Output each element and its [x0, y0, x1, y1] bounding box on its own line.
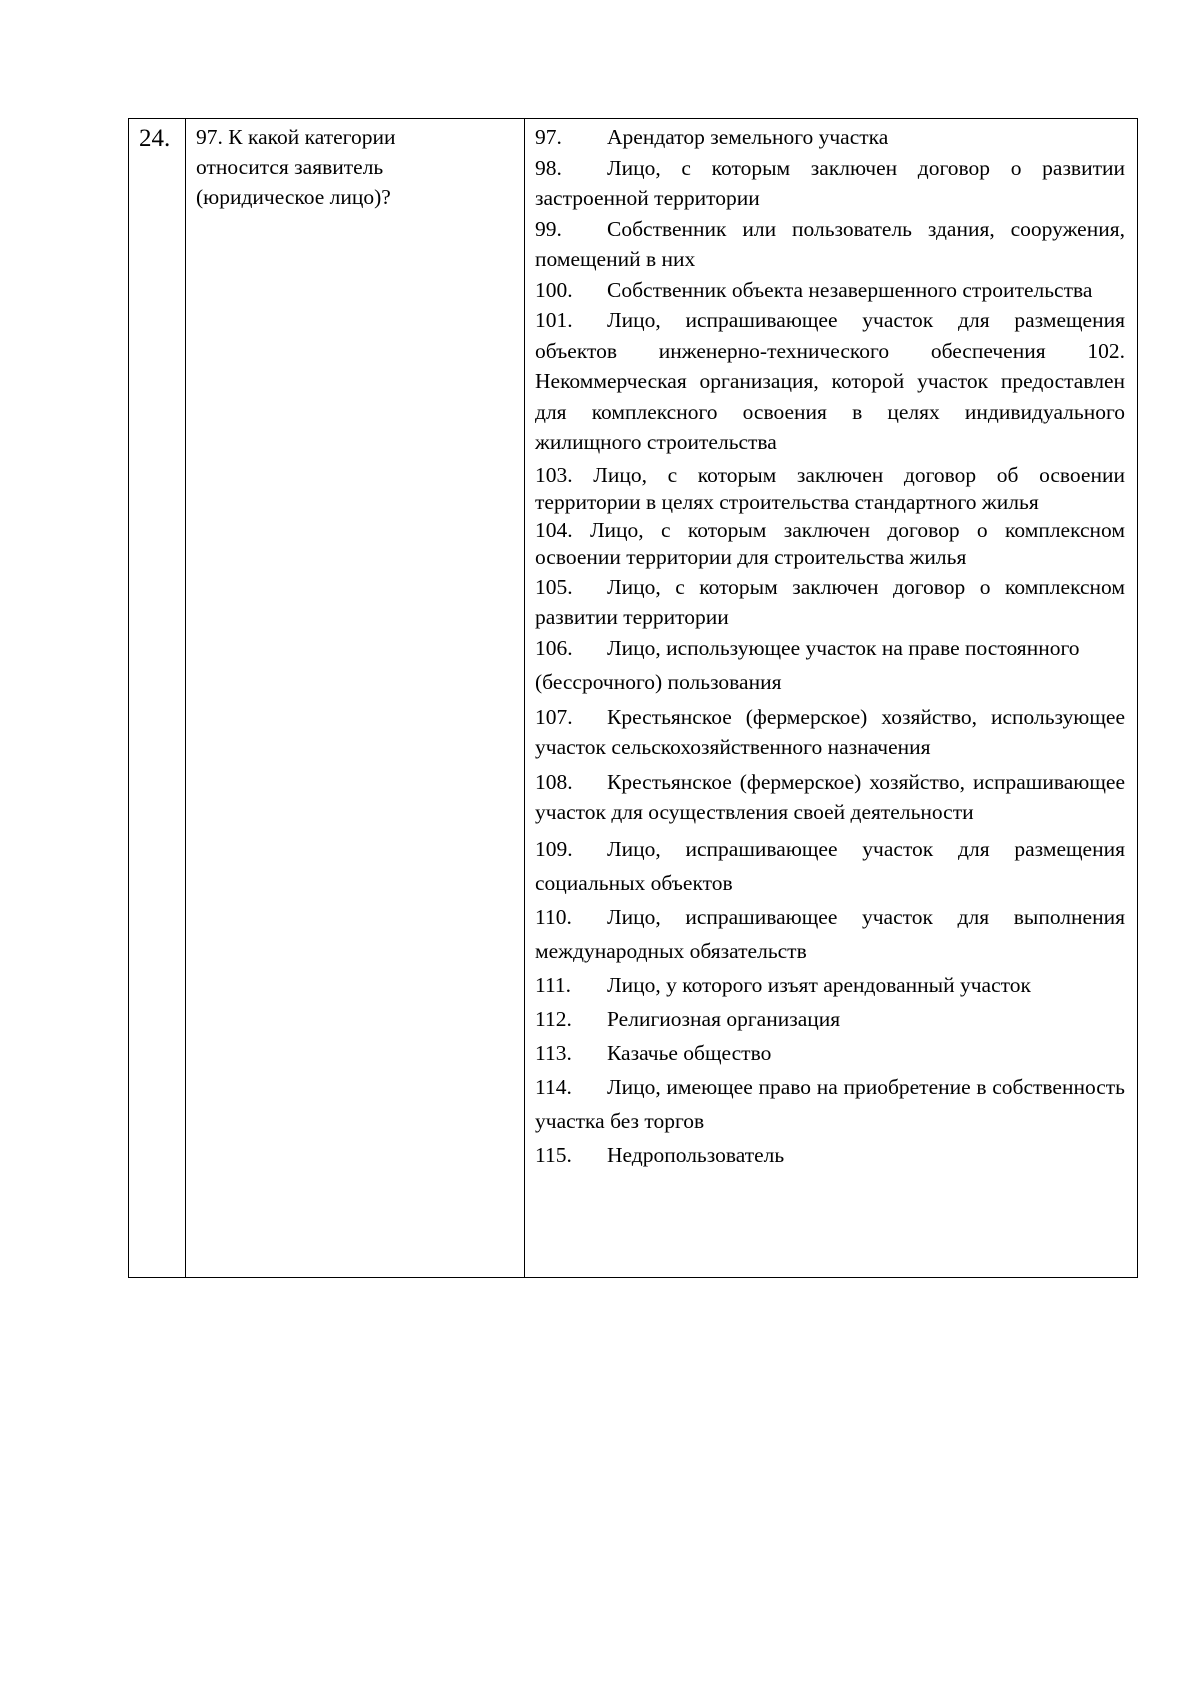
answer-item [535, 214, 1125, 275]
answer-number: 110. [535, 904, 572, 929]
answer-number: 108. [535, 769, 573, 794]
answer-item [535, 767, 1125, 828]
answer-number: 97. [535, 125, 562, 149]
answer-item [535, 1002, 1125, 1036]
answer-text: Лицо, испрашивающее участок для выполнения международных обязательств [535, 904, 1125, 963]
answer-number: 105. [535, 574, 573, 599]
answer-text: Лицо, с которым заключен договор о комплексном освоении территории для строительства жилья [535, 517, 1125, 569]
answer-item [535, 122, 1125, 153]
answer-number: 106. [535, 635, 573, 660]
answer-text: Лицо, с которым заключен договор о комплексном развитии территории [535, 574, 1125, 629]
answer-number: 114. [535, 1074, 572, 1099]
answer-item [535, 968, 1125, 1002]
answer-text: (бессрочного) пользования [535, 670, 782, 694]
question-cell [196, 122, 516, 212]
answer-text: Лицо, с которым заключен договор о развитии застроенной территории [535, 155, 1125, 210]
row-number: 24. [139, 125, 171, 152]
answer-text: Лицо, у которого изъят арендованный участок [607, 972, 1031, 997]
answer-item [535, 153, 1125, 214]
column-divider [185, 119, 186, 1277]
answer-text: Религиозная организация [607, 1006, 841, 1031]
answer-item [535, 900, 1125, 968]
answer-item [535, 1138, 1125, 1172]
answer-text: Крестьянское (фермерское) хозяйство, испрашивающее участок для осуществления своей деятельности [535, 769, 1125, 824]
answer-text: Собственник объекта незавершенного строительства [607, 277, 1093, 302]
answer-number: 115. [535, 1142, 572, 1167]
answer-item [535, 702, 1125, 763]
answer-item [535, 1036, 1125, 1070]
answer-item [535, 832, 1125, 900]
answer-item [535, 633, 1125, 664]
answer-text: Казачье общество [607, 1040, 772, 1065]
answer-item [535, 572, 1125, 633]
question-line: (юридическое лицо)? [196, 185, 391, 209]
answer-item [535, 1070, 1125, 1138]
answer-number: 103. [535, 462, 573, 487]
answer-text: Недропользователь [607, 1142, 785, 1167]
answer-text: Крестьянское (фермерское) хозяйство, использующее участок сельскохозяйственного назначения [535, 704, 1125, 759]
answer-text: Арендатор земельного участка [607, 125, 889, 149]
question-line: относится заявитель [196, 155, 384, 179]
answer-text: Собственник или пользователь здания, сооружения, помещений в них [535, 216, 1125, 271]
answer-text: Лицо, имеющее право на приобретение в собственность участка без торгов [535, 1074, 1125, 1133]
answer-text: Лицо, испрашивающее участок для размещения социальных объектов [535, 836, 1125, 895]
answer-number: 112. [535, 1006, 572, 1031]
answer-item [535, 305, 1125, 458]
answer-number: 98. [535, 155, 562, 180]
answer-text: Лицо, использующее участок на праве постоянного [607, 635, 1080, 660]
answer-number: 111. [535, 972, 572, 997]
answer-number: 101. [535, 308, 573, 332]
answer-item-continuation [535, 667, 1125, 698]
answer-number: 113. [535, 1040, 572, 1065]
answer-number: 100. [535, 277, 573, 302]
answer-text: Лицо, с которым заключен договор об освоении территории в целях строительства стандартного жилья [535, 462, 1125, 514]
answer-number: 107. [535, 704, 573, 729]
answer-number: 109. [535, 836, 573, 861]
answer-text: Лицо, испрашивающее участок для размещения объектов инженерно-технического обеспечения 102. Некоммерческая организация, которой участок предоставлен для комплексного освоения в целях индивидуального жилищного строительства [535, 308, 1125, 454]
answer-number: 99. [535, 216, 562, 241]
answer-number: 104. [535, 517, 573, 542]
answer-table [128, 118, 1138, 1278]
answer-item [535, 517, 1125, 572]
answer-item [535, 462, 1125, 517]
answer-item [535, 275, 1125, 306]
column-divider [524, 119, 525, 1277]
question-line: 97. К какой категории [196, 125, 396, 149]
answers-cell [535, 122, 1125, 1172]
